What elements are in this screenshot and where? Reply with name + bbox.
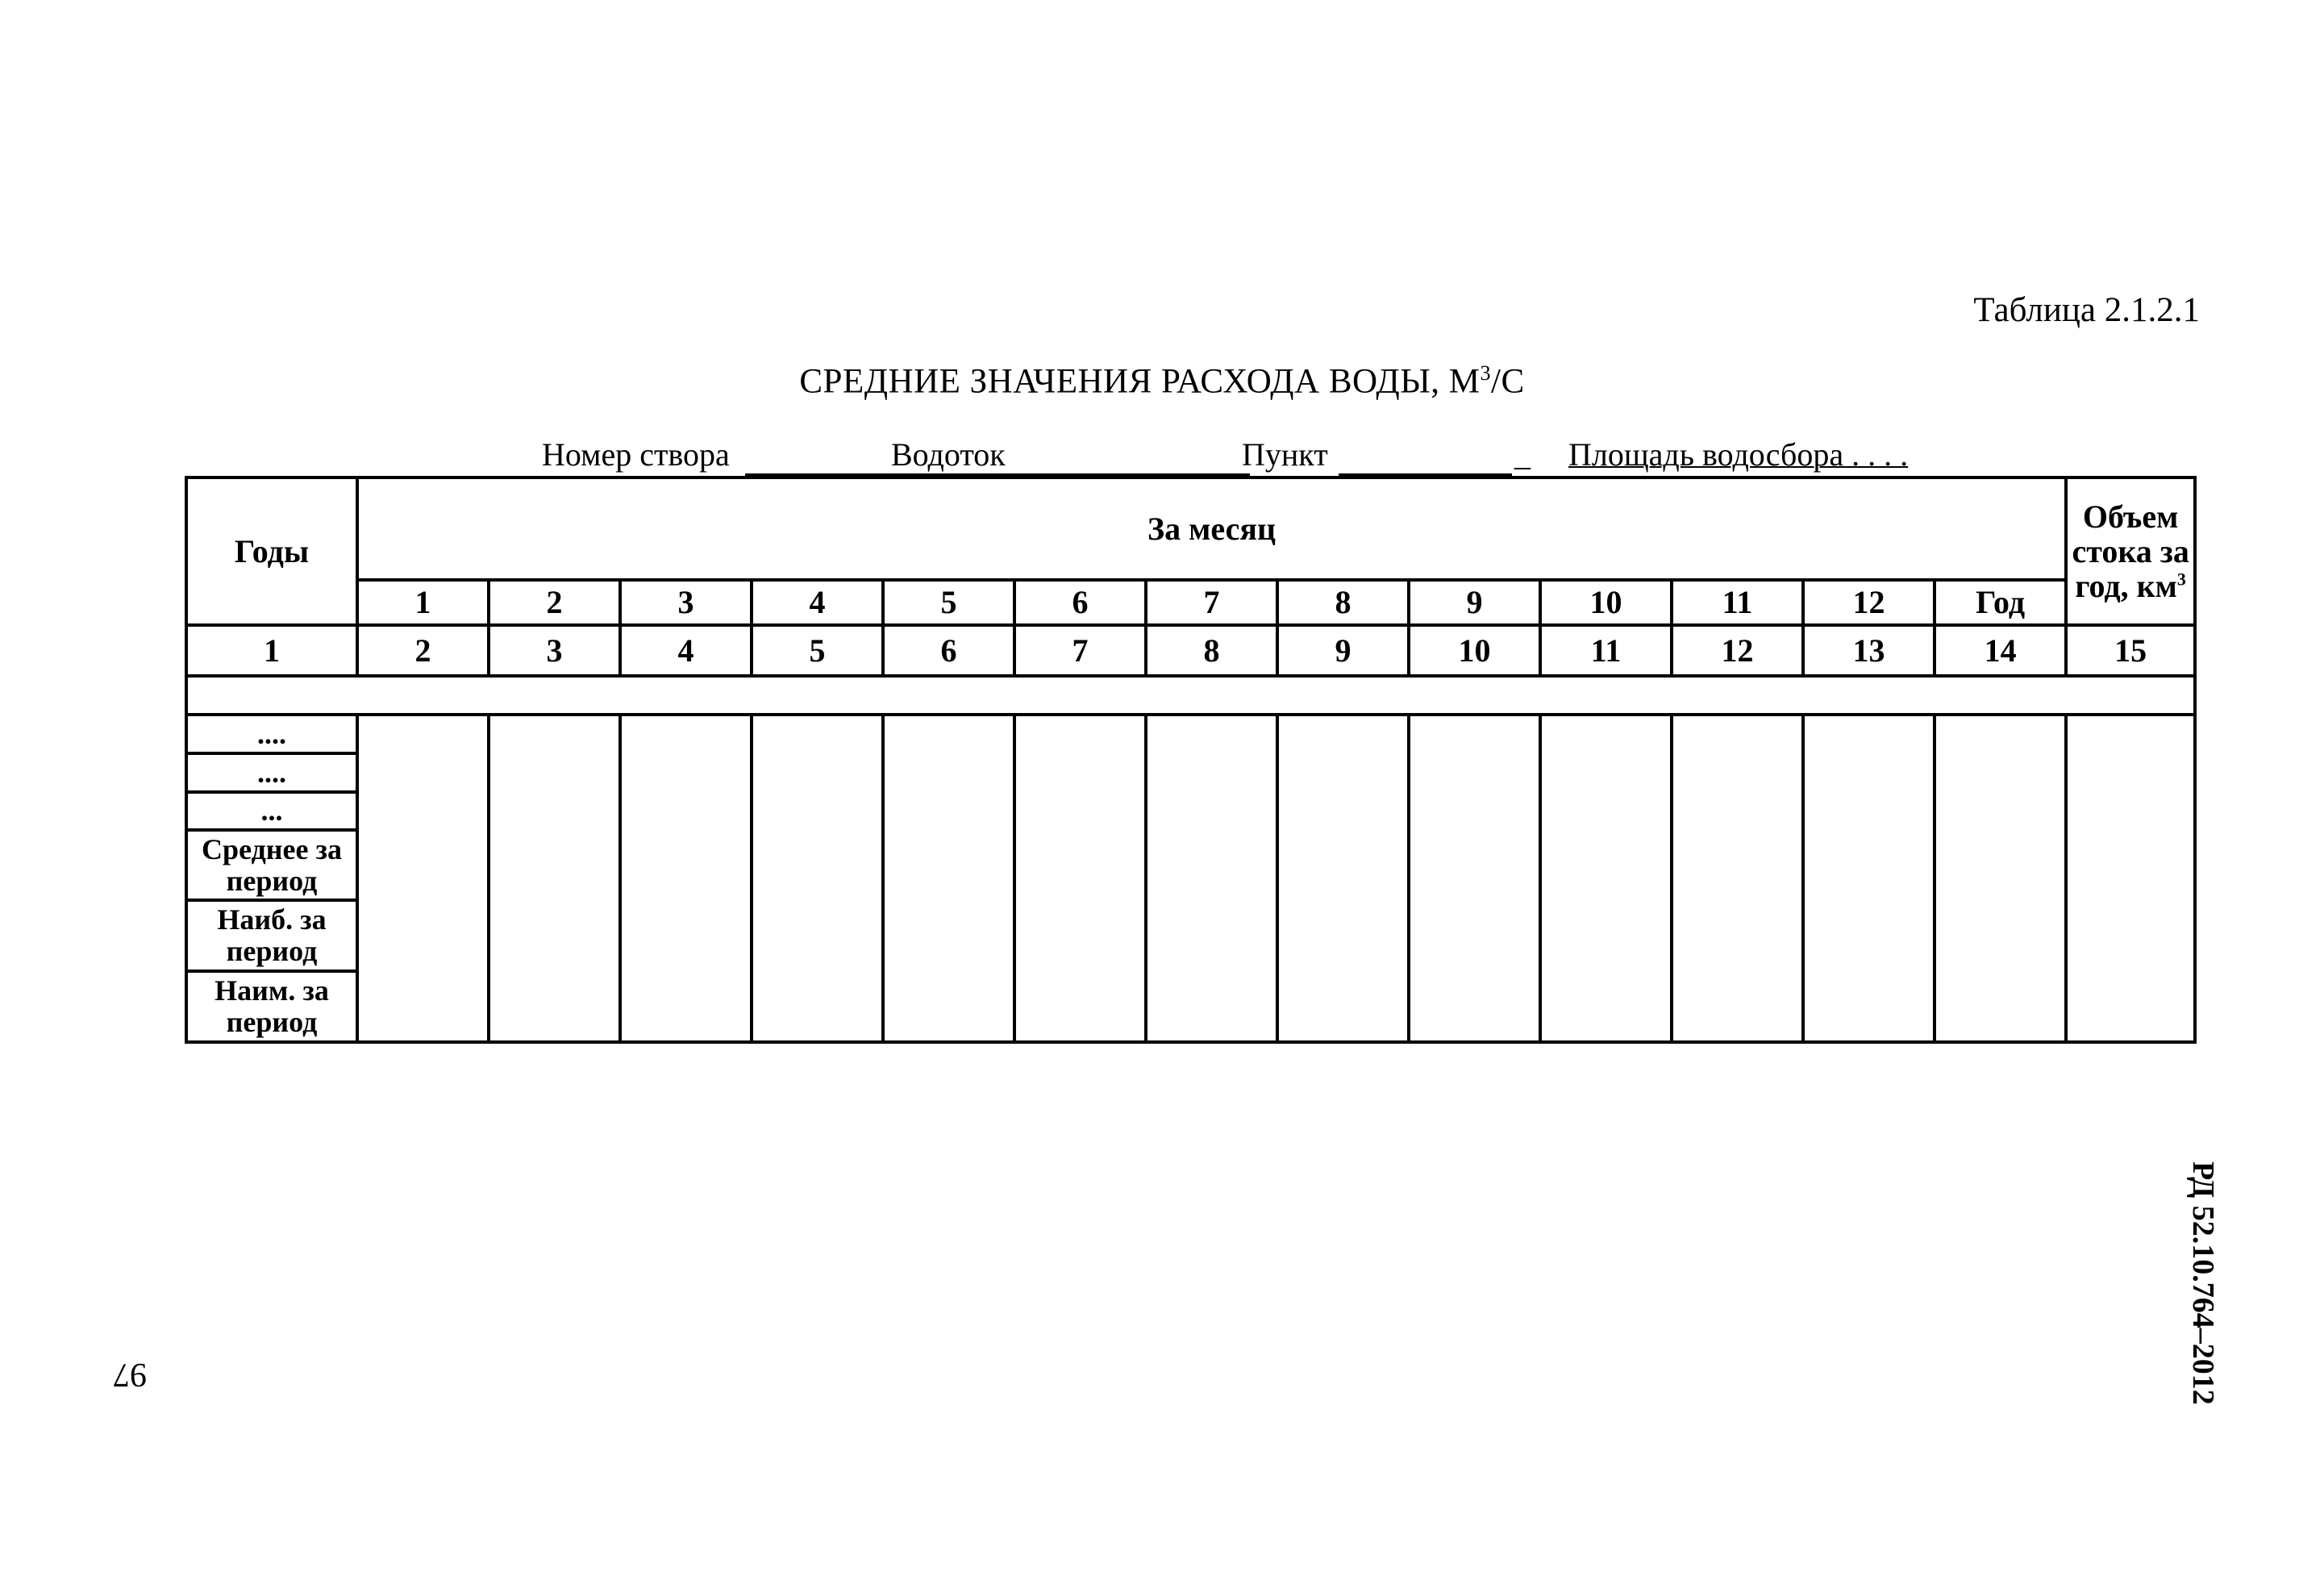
header-volume-text: Объем стока за год, км <box>2072 498 2189 605</box>
meta-area-label: Площадь водосбора . . . . <box>1568 436 1909 473</box>
meta-dash: _ <box>1514 436 1531 473</box>
column-number: 1 <box>186 625 357 676</box>
data-cell <box>2066 715 2195 1042</box>
data-cell <box>357 715 489 1042</box>
month-header: 10 <box>1540 580 1672 625</box>
page-number: 97 <box>113 1356 147 1393</box>
data-cell <box>1540 715 1672 1042</box>
month-header: 3 <box>620 580 752 625</box>
data-cell <box>1277 715 1409 1042</box>
column-number: 15 <box>2066 625 2195 676</box>
column-number: 7 <box>1014 625 1146 676</box>
data-cell <box>883 715 1014 1042</box>
month-header: 6 <box>1014 580 1146 625</box>
column-number: 14 <box>1935 625 2066 676</box>
column-number: 6 <box>883 625 1014 676</box>
row-label-ellipsis: .... <box>186 715 357 753</box>
title-superscript: 3 <box>1480 361 1491 385</box>
data-cell <box>1672 715 1803 1042</box>
row-label-min: Наим. за период <box>186 971 357 1042</box>
month-header: 12 <box>1803 580 1935 625</box>
month-header: 11 <box>1672 580 1803 625</box>
month-header: Год <box>1935 580 2066 625</box>
column-number: 10 <box>1409 625 1540 676</box>
discharge-table <box>185 476 2197 1044</box>
month-header: 2 <box>489 580 620 625</box>
month-header: 9 <box>1409 580 1540 625</box>
month-header: 4 <box>752 580 883 625</box>
data-cell <box>489 715 620 1042</box>
meta-station-label: Номер створа <box>542 436 730 473</box>
column-number: 4 <box>620 625 752 676</box>
data-cell <box>1409 715 1540 1042</box>
data-cell <box>1014 715 1146 1042</box>
column-number: 2 <box>357 625 489 676</box>
month-header: 1 <box>357 580 489 625</box>
column-number: 5 <box>752 625 883 676</box>
column-number: 11 <box>1540 625 1672 676</box>
meta-stream-label: Водоток <box>891 436 1006 473</box>
meta-point-label: Пункт <box>1242 436 1328 473</box>
document-code: РД 52.10.764–2012 <box>2186 1161 2220 1405</box>
blank-spacer-row <box>186 676 2195 715</box>
column-number: 12 <box>1672 625 1803 676</box>
row-label-ellipsis: .... <box>186 753 357 792</box>
header-years: Годы <box>186 477 357 625</box>
table-label: Таблица 2.1.2.1 <box>1973 291 2200 329</box>
column-number: 13 <box>1803 625 1935 676</box>
data-cell <box>620 715 752 1042</box>
row-label-max: Наиб. за период <box>186 900 357 971</box>
title-tail: /С <box>1491 362 1525 401</box>
row-label-mean: Среднее за период <box>186 830 357 900</box>
data-cell <box>1146 715 1277 1042</box>
data-cell <box>1803 715 1935 1042</box>
column-number: 3 <box>489 625 620 676</box>
data-cell <box>1935 715 2066 1042</box>
header-volume <box>2066 477 2195 625</box>
page-title <box>0 361 2324 401</box>
column-number: 9 <box>1277 625 1409 676</box>
data-cell <box>752 715 883 1042</box>
column-number: 8 <box>1146 625 1277 676</box>
month-header: 7 <box>1146 580 1277 625</box>
month-header: 8 <box>1277 580 1409 625</box>
header-volume-sup: 3 <box>2176 569 2186 590</box>
title-text: СРЕДНИЕ ЗНАЧЕНИЯ РАСХОДА ВОДЫ, М <box>799 362 1481 401</box>
header-month-group: За месяц <box>357 477 2066 580</box>
month-header: 5 <box>883 580 1014 625</box>
row-label-ellipsis: ... <box>186 792 357 830</box>
